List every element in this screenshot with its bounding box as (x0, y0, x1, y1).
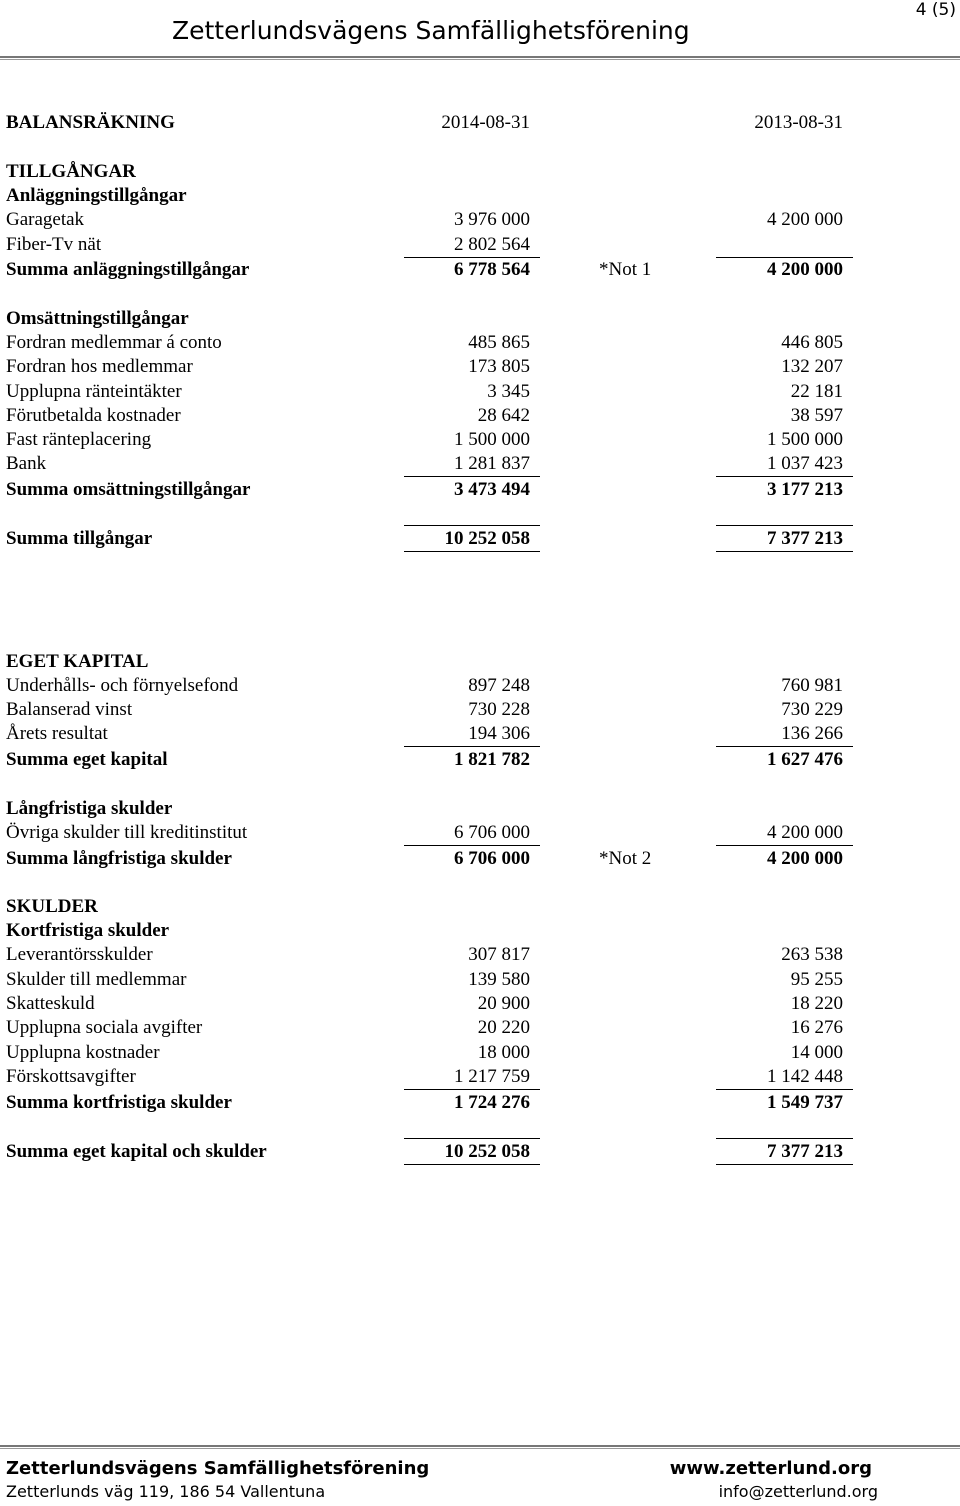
row-label: Långfristiga skulder (6, 798, 173, 819)
value-2013: 1 627 476 (767, 749, 843, 770)
row-label: Förutbetalda kostnader (6, 405, 181, 426)
balance-header-row (0, 111, 960, 135)
underline-rule (716, 525, 853, 526)
row-label: TILLGÅNGAR (6, 161, 136, 182)
value-2013: 446 805 (781, 332, 843, 353)
footer-address: Zetterlunds väg 119, 186 54 Vallentuna (6, 1482, 326, 1501)
value-2013: 7 377 213 (767, 528, 843, 549)
row-fordran-medlemmar-a-conto (0, 331, 960, 355)
row-underhalls-och-fornyelsefond (0, 674, 960, 698)
row-label: Fordran hos medlemmar (6, 356, 193, 377)
row-label: Skatteskuld (6, 993, 95, 1014)
row-skulder-till-medlemmar (0, 968, 960, 992)
underline-rule (404, 746, 540, 747)
row-summa-eget-kapital-och-skulder (0, 1140, 960, 1164)
footer-web: www.zetterlund.org (669, 1458, 872, 1479)
value-2014: 3 473 494 (454, 479, 530, 500)
value-2014: 20 220 (477, 1017, 530, 1038)
row-summa-tillgangar (0, 527, 960, 551)
row-garagetak (0, 208, 960, 232)
row-label: Leverantörsskulder (6, 944, 153, 965)
value-2014: 6 778 564 (454, 259, 530, 280)
row-upplupna-ranteintakter (0, 380, 960, 404)
value-2014: 18 000 (477, 1042, 530, 1063)
value-2013: 18 220 (790, 993, 843, 1014)
value-2013: 7 377 213 (767, 1141, 843, 1162)
row-balanserad-vinst (0, 698, 960, 722)
underline-rule (716, 476, 853, 477)
value-2014: 3 345 (487, 381, 530, 402)
value-2013: 3 177 213 (767, 479, 843, 500)
row-summa-langfristiga-skulder (0, 847, 960, 871)
value-2013: 4 200 000 (767, 848, 843, 869)
note-reference: *Not 2 (599, 848, 652, 869)
underline-rule (716, 1164, 853, 1165)
value-2013: 4 200 000 (767, 259, 843, 280)
value-2013: 730 229 (781, 699, 843, 720)
row-fiber-tv-nat (0, 233, 960, 257)
value-2013: 4 200 000 (767, 209, 843, 230)
value-2014: 6 706 000 (454, 848, 530, 869)
row-label: Omsättningstillgångar (6, 308, 189, 329)
value-2014: 139 580 (468, 969, 530, 990)
value-2013: 4 200 000 (767, 822, 843, 843)
row-anlaggningstillgangar (0, 184, 960, 208)
row-fast-ranteplacering (0, 428, 960, 452)
header-title: Zetterlundsvägens Samfällighetsförening (172, 16, 690, 45)
value-2014: 307 817 (468, 944, 530, 965)
column-header-2013: 2013-08-31 (754, 112, 843, 133)
value-2014: 485 865 (468, 332, 530, 353)
value-2013: 1 037 423 (767, 453, 843, 474)
balance-title: BALANSRÄKNING (6, 112, 175, 133)
row-label: Garagetak (6, 209, 85, 230)
row-forskottsavgifter (0, 1065, 960, 1089)
value-2014: 173 805 (468, 356, 530, 377)
underline-rule (716, 551, 853, 552)
underline-rule (404, 845, 540, 846)
row-label: Summa eget kapital (6, 749, 168, 770)
row-label: Fordran medlemmar á conto (6, 332, 222, 353)
row-label: Anläggningstillgångar (6, 185, 187, 206)
row-label: Årets resultat (6, 723, 108, 744)
value-2014: 897 248 (468, 675, 530, 696)
row-summa-omsattningstillgangar (0, 478, 960, 502)
row-label: Kortfristiga skulder (6, 920, 170, 941)
row-summa-eget-kapital (0, 748, 960, 772)
underline-rule (716, 1138, 853, 1139)
row-fordran-hos-medlemmar (0, 355, 960, 379)
row-label: Skulder till medlemmar (6, 969, 187, 990)
row-summa-anlaggningstillgangar (0, 258, 960, 282)
row-forutbetalda-kostnader (0, 404, 960, 428)
row-label: Summa långfristiga skulder (6, 848, 232, 869)
row-label: Balanserad vinst (6, 699, 133, 720)
value-2013: 38 597 (790, 405, 843, 426)
value-2013: 1 549 737 (767, 1092, 843, 1113)
row-upplupna-kostnader (0, 1041, 960, 1065)
value-2014: 3 976 000 (454, 209, 530, 230)
note-reference: *Not 1 (599, 259, 652, 280)
value-2013: 132 207 (781, 356, 843, 377)
footer-org: Zetterlundsvägens Samfällighetsförening (6, 1458, 430, 1479)
underline-rule (404, 525, 540, 526)
value-2014: 2 802 564 (454, 234, 530, 255)
row-label: EGET KAPITAL (6, 651, 149, 672)
underline-rule (404, 1164, 540, 1165)
value-2014: 730 228 (468, 699, 530, 720)
row-langfristiga-skulder (0, 797, 960, 821)
value-2014: 1 217 759 (454, 1066, 530, 1087)
underline-rule (404, 1138, 540, 1139)
value-2013: 263 538 (781, 944, 843, 965)
underline-rule (404, 1089, 540, 1090)
row-label: Upplupna kostnader (6, 1042, 160, 1063)
value-2013: 16 276 (790, 1017, 843, 1038)
row-ovriga-skulder-till-kreditinstitut (0, 821, 960, 845)
row-omsattningstillgangar (0, 307, 960, 331)
row-skatteskuld (0, 992, 960, 1016)
row-label: Fiber-Tv nät (6, 234, 102, 255)
row-skulder (0, 895, 960, 919)
underline-rule (716, 845, 853, 846)
value-2013: 95 255 (790, 969, 843, 990)
row-kortfristiga-skulder (0, 919, 960, 943)
row-label: Fast ränteplacering (6, 429, 152, 450)
underline-rule (404, 257, 540, 258)
row-label: Summa kortfristiga skulder (6, 1092, 232, 1113)
row-tillgangar (0, 160, 960, 184)
column-header-2014: 2014-08-31 (441, 112, 530, 133)
value-2014: 20 900 (477, 993, 530, 1014)
value-2013: 136 266 (781, 723, 843, 744)
row-label: Upplupna sociala avgifter (6, 1017, 203, 1038)
row-bank (0, 452, 960, 476)
value-2014: 1 281 837 (454, 453, 530, 474)
value-2013: 22 181 (790, 381, 843, 402)
header-rule (0, 56, 960, 60)
row-summa-kortfristiga-skulder (0, 1091, 960, 1115)
footer-rule (0, 1445, 960, 1449)
row-upplupna-sociala-avgifter (0, 1016, 960, 1040)
value-2014: 10 252 058 (444, 1141, 530, 1162)
page-number: 4 (5) (915, 0, 956, 20)
value-2013: 14 000 (790, 1042, 843, 1063)
row-arets-resultat (0, 722, 960, 746)
row-label: Summa eget kapital och skulder (6, 1141, 267, 1162)
row-label: Övriga skulder till kreditinstitut (6, 822, 248, 843)
underline-rule (716, 1089, 853, 1090)
value-2014: 194 306 (468, 723, 530, 744)
underline-rule (404, 551, 540, 552)
value-2014: 6 706 000 (454, 822, 530, 843)
value-2014: 1 724 276 (454, 1092, 530, 1113)
underline-rule (716, 257, 853, 258)
footer-email: info@zetterlund.org (718, 1482, 878, 1501)
row-label: Förskottsavgifter (6, 1066, 136, 1087)
row-label: Bank (6, 453, 47, 474)
underline-rule (716, 746, 853, 747)
row-label: Upplupna ränteintäkter (6, 381, 182, 402)
row-label: Summa tillgångar (6, 528, 153, 549)
value-2013: 1 500 000 (767, 429, 843, 450)
value-2013: 1 142 448 (767, 1066, 843, 1087)
row-label: Summa omsättningstillgångar (6, 479, 251, 500)
value-2014: 10 252 058 (444, 528, 530, 549)
value-2014: 1 500 000 (454, 429, 530, 450)
row-label: Underhålls- och förnyelsefond (6, 675, 239, 696)
underline-rule (404, 476, 540, 477)
row-leverantorsskulder (0, 943, 960, 967)
row-eget-kapital (0, 650, 960, 674)
row-label: Summa anläggningstillgångar (6, 259, 250, 280)
value-2014: 28 642 (477, 405, 530, 426)
value-2014: 1 821 782 (454, 749, 530, 770)
row-label: SKULDER (6, 896, 98, 917)
value-2013: 760 981 (781, 675, 843, 696)
